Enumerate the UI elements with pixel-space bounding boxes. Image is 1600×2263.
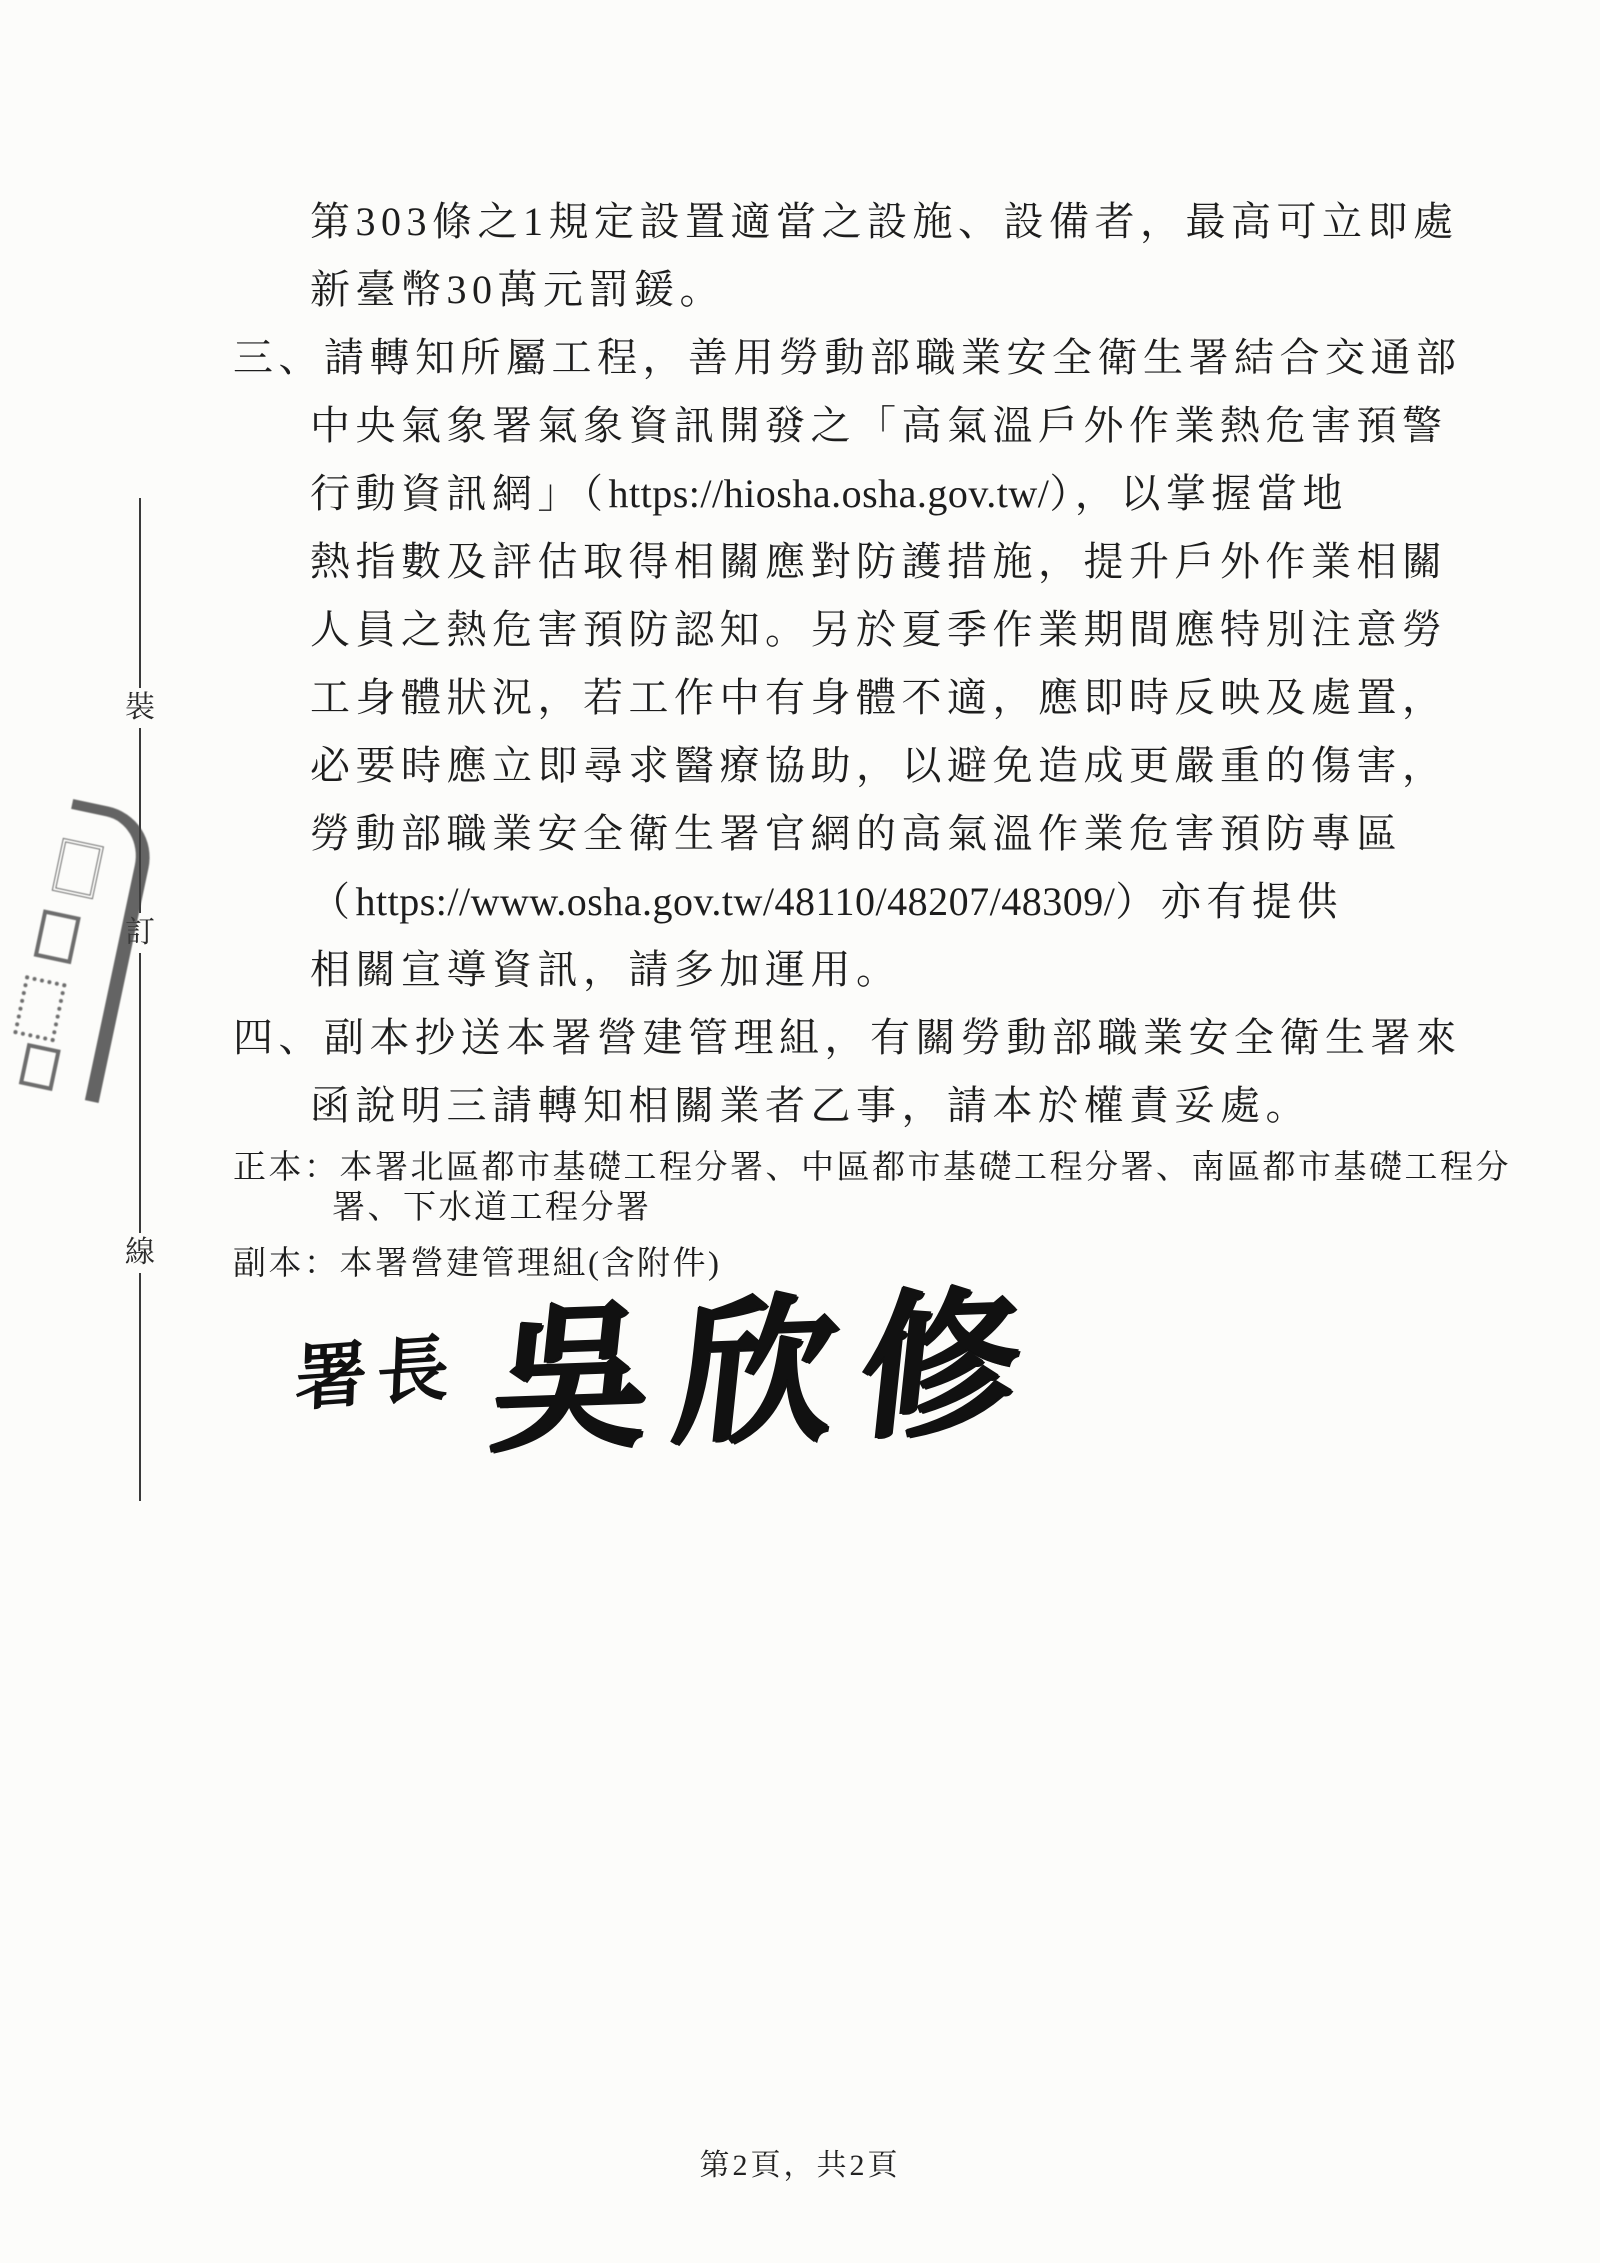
body-line: 人員之熱危害預防認知。另於夏季作業期間應特別注意勞 (310, 607, 1448, 652)
body-line: 熱指數及評估取得相關應對防護措施，提升戶外作業相關 (310, 539, 1448, 584)
binding-margin (123, 498, 157, 1501)
signature-block (293, 1275, 1055, 1472)
binding-line-segment (139, 953, 141, 1233)
letter-body (233, 188, 1493, 1140)
binding-line-segment (139, 1273, 141, 1501)
body-line-with-url (233, 460, 1493, 528)
body-line-with-url (233, 868, 1493, 936)
osha-url: https://www.osha.gov.tw/48110/48207/48309/ (355, 879, 1116, 924)
copy-label: 副本： (233, 1246, 340, 1282)
binding-line-segment (139, 498, 141, 688)
list-item-3: 三、請轉知所屬工程，善用勞動部職業安全衛生署結合交通部 (233, 335, 1462, 380)
recipients-block (233, 1148, 1511, 1284)
signer-title: 署長 (293, 1328, 461, 1420)
copy-recipients: 本署營建管理組(含附件) (339, 1246, 722, 1282)
body-text-segment: ）亦有提供 (1115, 879, 1343, 924)
body-line: 第303條之1規定設置適當之設施、設備者，最高可立即處 (310, 199, 1459, 244)
original-recipients: 本署北區都市基礎工程分署、中區都市基礎工程分署、南區都市基礎工程分 (339, 1150, 1511, 1186)
body-line: 中央氣象署氣象資訊開發之「高氣溫戶外作業熱危害預警 (310, 403, 1448, 448)
original-recipients-wrap: 署、下水道工程分署 (332, 1190, 652, 1226)
body-text-segment: ），以掌握當地 (1049, 471, 1348, 516)
original-recipients-line (233, 1148, 1511, 1188)
body-text-segment: 行動資訊網」（ (310, 471, 609, 516)
hiosha-url: https://hiosha.osha.gov.tw/ (608, 471, 1050, 516)
signer-name-calligraphy: 吳欣修 (484, 1275, 1055, 1472)
copy-recipients-line (233, 1244, 1511, 1284)
body-text-segment: （ (310, 879, 356, 924)
binding-char-ding: 訂 (125, 916, 155, 949)
body-line: 必要時應立即尋求醫療協助，以避免造成更嚴重的傷害， (310, 743, 1448, 788)
body-line: 函說明三請轉知相關業者乙事，請本於權責妥處。 (310, 1083, 1311, 1128)
body-line: 工身體狀況，若工作中有身體不適，應即時反映及處置， (310, 675, 1448, 720)
body-line: 相關宣導資訊，請多加運用。 (310, 947, 902, 992)
original-label: 正本： (233, 1150, 340, 1186)
binding-char-zhuang: 裝 (125, 691, 155, 724)
binding-char-xian: 線 (125, 1236, 155, 1269)
list-item-4: 四、副本抄送本署營建管理組，有關勞動部職業安全衛生署來 (233, 1015, 1462, 1060)
page-number-footer: 第2頁，共2頁 (699, 2149, 901, 2182)
body-line: 勞動部職業安全衛生署官網的高氣溫作業危害預防專區 (310, 811, 1402, 856)
body-line: 新臺幣30萬元罰鍰。 (310, 267, 725, 312)
